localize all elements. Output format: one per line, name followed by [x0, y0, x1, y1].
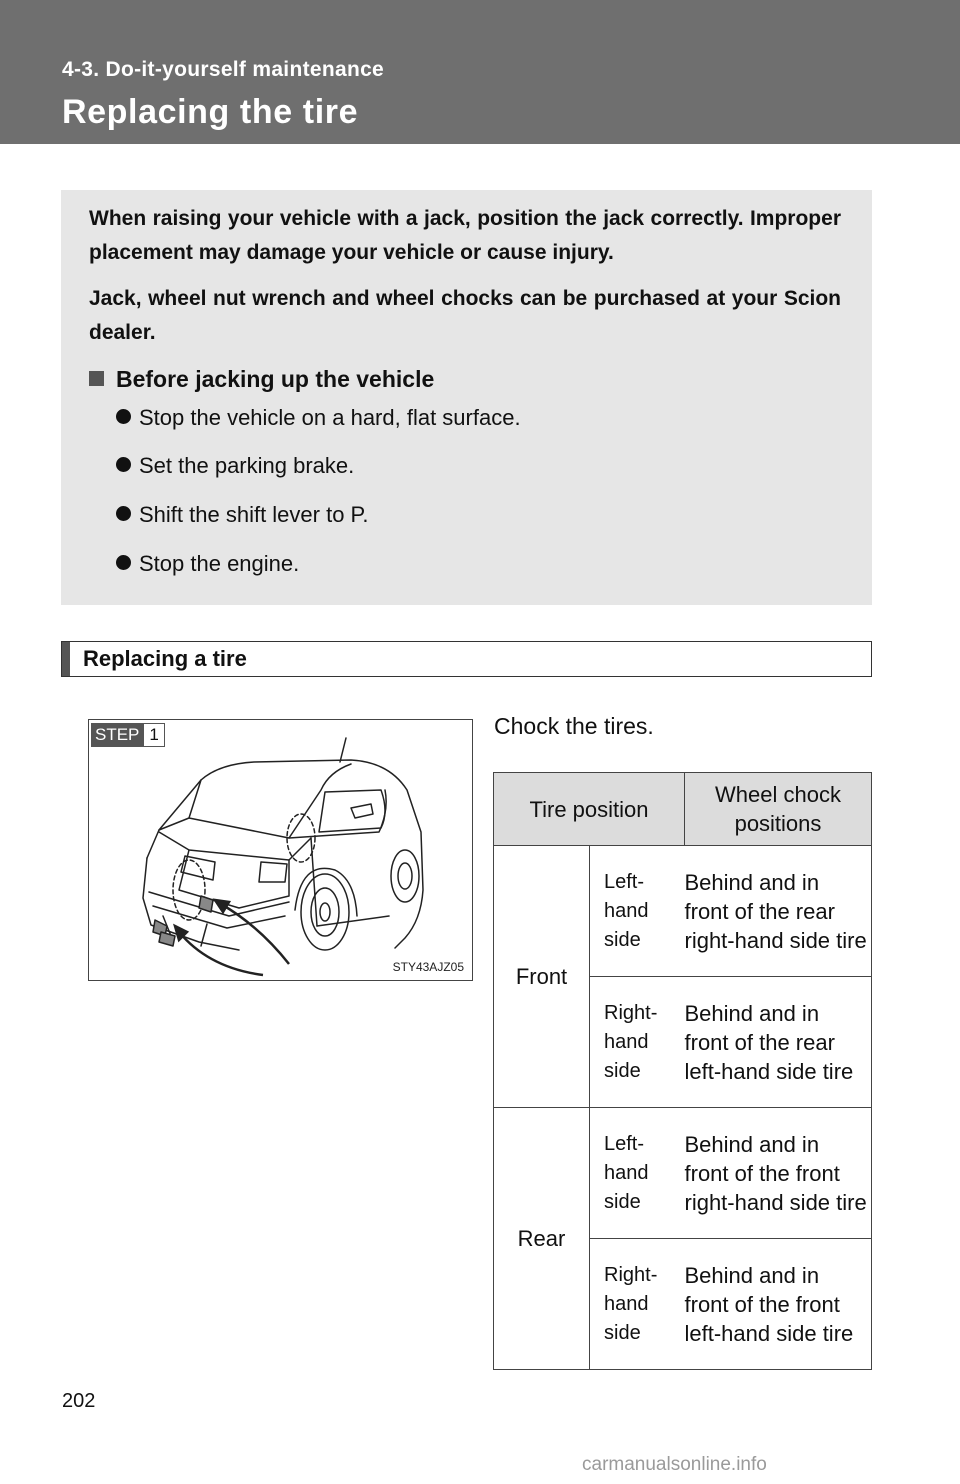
- table-header-tire-position: Tire position: [494, 773, 685, 846]
- tire-position-cell: Rear: [494, 1108, 590, 1370]
- side-cell: Left-hand side: [590, 846, 685, 977]
- notice-box: [61, 190, 872, 605]
- watermark: carmanualsonline.info: [582, 1454, 767, 1475]
- step-instruction: Chock the tires.: [494, 713, 654, 739]
- list-item: [116, 500, 369, 530]
- table-header-chock-positions: [685, 773, 872, 846]
- page-title: Replacing the tire: [62, 93, 359, 131]
- notice-subhead-text: Before jacking up the vehicle: [116, 366, 435, 392]
- notice-paragraph: When raising your vehicle with a jack, position the jack correctly. Improper placement may damage your vehicle or cause injury.: [89, 207, 841, 264]
- bullet-icon: [116, 506, 131, 521]
- bullet-icon: [116, 409, 131, 424]
- list-item-text: Shift the shift lever to P.: [139, 502, 369, 527]
- heading-tab-mark: [62, 642, 70, 676]
- table-row: [494, 846, 872, 977]
- list-item: [116, 451, 354, 481]
- chock-cell: Behind and in front of the rear left-hand side tire: [685, 977, 872, 1108]
- wheel-chock-table: [493, 772, 872, 1370]
- section-label: 4-3. Do-it-yourself maintenance: [62, 58, 385, 81]
- side-cell: Right-hand side: [590, 977, 685, 1108]
- page-number: 202: [62, 1390, 96, 1412]
- page-header: [0, 0, 960, 144]
- square-bullet-icon: [89, 371, 104, 386]
- step-illustration: [88, 719, 473, 981]
- chock-cell: Behind and in front of the front left-hand side tire: [685, 1239, 872, 1370]
- step-number: 1: [143, 723, 164, 747]
- list-item-text: Stop the engine.: [139, 551, 300, 576]
- notice-subhead: [89, 362, 434, 396]
- step-badge: [91, 723, 165, 747]
- table-header-text: Wheel chock positions: [715, 782, 841, 836]
- list-item-text: Stop the vehicle on a hard, flat surface.: [139, 405, 521, 430]
- side-cell: Right-hand side: [590, 1239, 685, 1370]
- chock-cell: Behind and in front of the front right-hand side tire: [685, 1108, 872, 1239]
- list-item: [116, 403, 521, 433]
- list-item-text: Set the parking brake.: [139, 453, 355, 478]
- procedure-heading: [61, 641, 872, 677]
- chock-cell: Behind and in front of the rear right-hand side tire: [685, 846, 872, 977]
- car-chock-illustration: [89, 720, 474, 982]
- side-cell: Left-hand side: [590, 1108, 685, 1239]
- bullet-icon: [116, 457, 131, 472]
- procedure-title: Replacing a tire: [83, 646, 247, 671]
- figure-code: STY43AJZ05: [392, 960, 464, 974]
- step-label: STEP: [91, 723, 143, 747]
- bullet-icon: [116, 555, 131, 570]
- table-row: [494, 1108, 872, 1239]
- notice-paragraph: Jack, wheel nut wrench and wheel chocks can be purchased at your Scion dealer.: [89, 287, 841, 344]
- list-item: [116, 549, 299, 579]
- tire-position-cell: Front: [494, 846, 590, 1108]
